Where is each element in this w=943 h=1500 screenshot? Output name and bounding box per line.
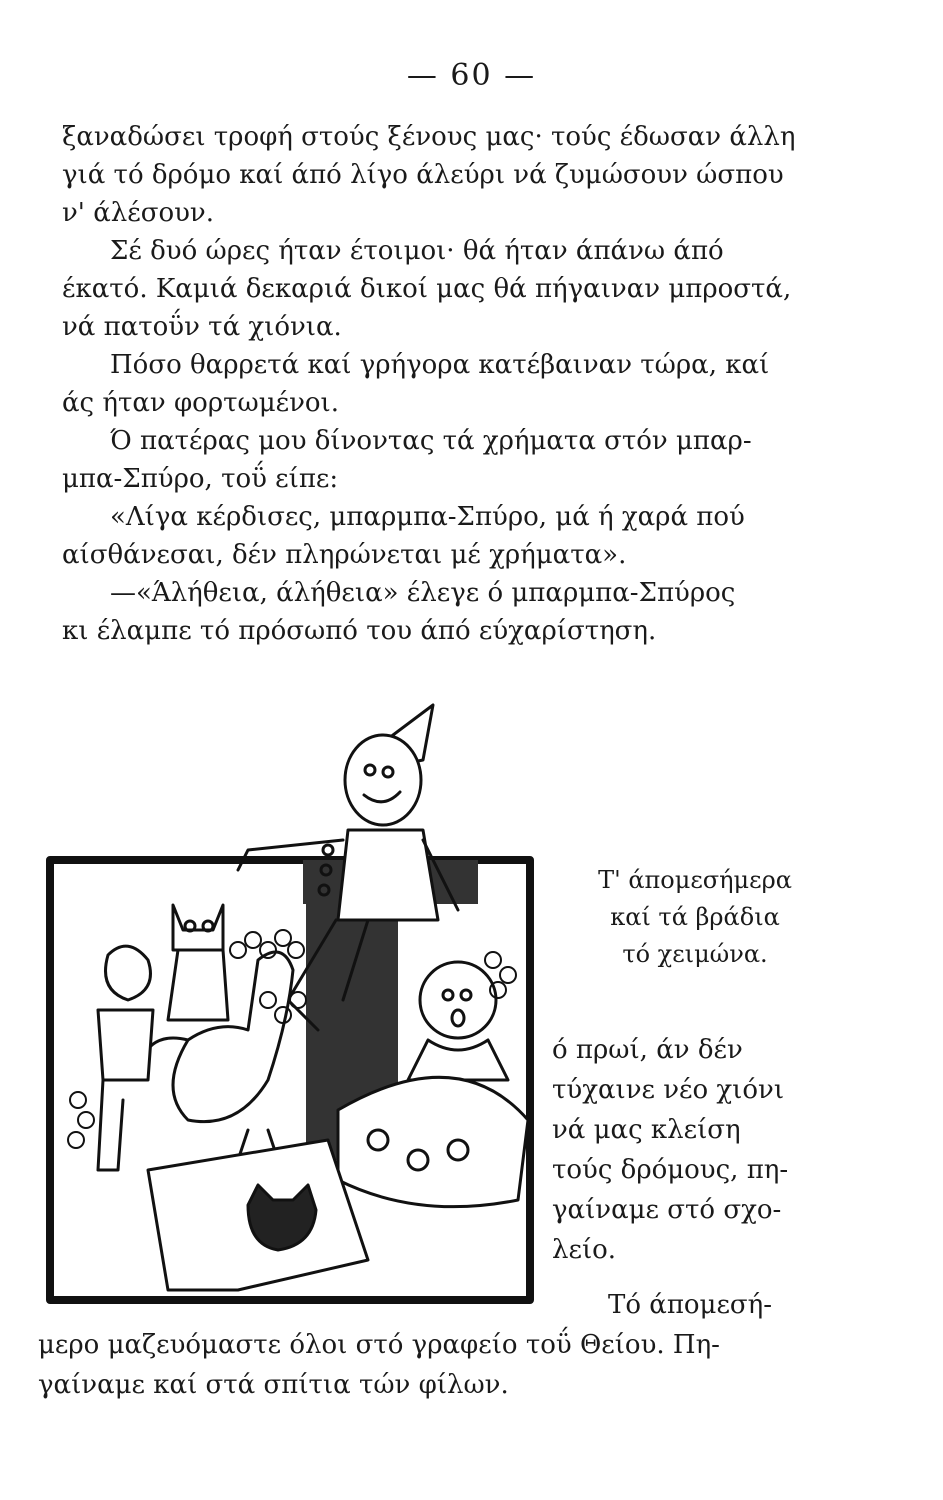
rooster-figure (138, 952, 293, 1170)
text-line: ό πρωί, άν δέν (552, 1035, 743, 1065)
text-line: —«Άλήθεια, άλήθεια» έλεγε ό μπαρμπα-Σπύρος (110, 578, 736, 608)
paragraph-6 (62, 574, 822, 650)
side-text (552, 1030, 812, 1270)
text-line: άς ήταν φορτωμένοι. (62, 388, 339, 418)
kewpie-doll (98, 946, 153, 1170)
text-line: γαίναμε καί στά σπίτια τών φίλων. (38, 1370, 509, 1400)
paragraph-2 (62, 232, 822, 346)
text-line: μερο μαζευόμαστε όλοι στό γραφείο τοΰ Θείου. Πη- (38, 1330, 720, 1360)
text-line: ν' άλέσουν. (62, 198, 215, 228)
text-line: Ό πατέρας μου δίνοντας τά χρήματα στόν μπαρ- (110, 426, 752, 456)
text-line: αίσθάνεσαι, δέν πληρώνεται μέ χρήματα». (62, 540, 627, 570)
illustration-caption (565, 862, 825, 973)
text-line: τύχαινε νέο χιόνι (552, 1075, 785, 1105)
text-line: Πόσο θαρρετά καί γρήγορα κατέβαιναν τώρα, καί (110, 350, 770, 380)
caption-line: Τ' άπομεσήμερα (598, 866, 792, 894)
text-line: λείο. (552, 1235, 617, 1265)
cat-figure (168, 905, 228, 1020)
page-number: — 60 — (406, 58, 537, 93)
text-line: Σέ δυό ώρες ήταν έτοιμοι· θά ήταν άπάνω άπό (110, 236, 724, 266)
text-line: «Λίγα κέρδισες, μπαρμπα-Σπύρο, μά ή χαρά πού (110, 502, 745, 532)
text-line: μπα-Σπύρο, τοΰ είπε: (62, 464, 339, 494)
text-line: κι έλαμπε τό πρόσωπό του άπό εύχαρίστηση. (62, 616, 657, 646)
main-text (62, 118, 822, 650)
text-line: νά μας κλείση (552, 1115, 741, 1145)
text-line: έκατό. Καμιά δεκαριά δικοί μας θά πήγαιναν μπροστά, (62, 274, 792, 304)
rug-figure (148, 1140, 368, 1290)
paragraph-4 (62, 422, 822, 498)
text-line: Τό άπομεσή- (608, 1290, 773, 1320)
caption-line: καί τά βράδια (610, 903, 780, 931)
paragraph-3 (62, 346, 822, 422)
text-line: νά πατοΰν τά χιόνια. (62, 312, 342, 342)
text-line: ξαναδώσει τροφή στούς ξένους μας· τούς έδωσαν άλλη (62, 122, 796, 152)
text-line: τούς δρόμους, πη- (552, 1155, 789, 1185)
toys-illustration (38, 700, 538, 1310)
text-line: γιά τό δρόμο καί άπό λίγο άλεύρι νά ζυμώσουν ώσπου (62, 160, 784, 190)
text-line: γαίναμε στό σχο- (552, 1195, 782, 1225)
paragraph-1 (62, 118, 822, 232)
paragraph-5 (62, 498, 822, 574)
bottom-text (38, 1285, 828, 1405)
caption-line: τό χειμώνα. (622, 940, 768, 968)
